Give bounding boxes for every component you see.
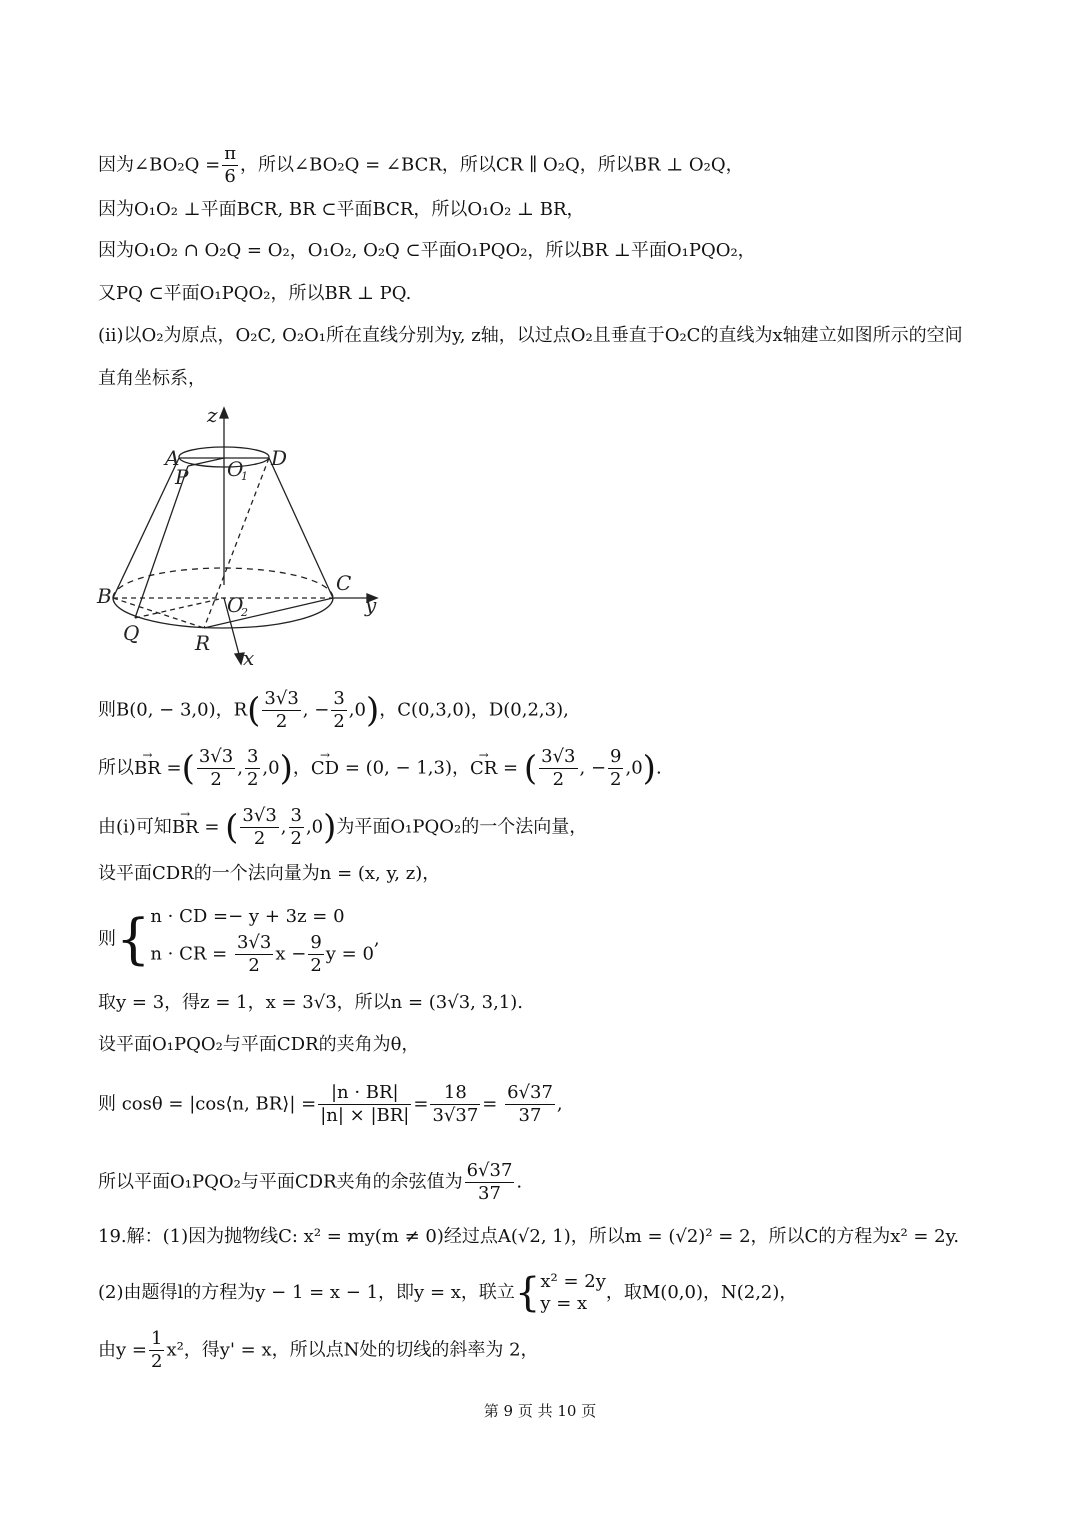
frac <box>245 746 260 791</box>
label-O2-sub: 2 <box>241 606 248 619</box>
l1b: ，所以∠BO₂Q = ∠BCR，所以CR ∥ O₂Q，所以BR ⊥ O₂Q， <box>240 154 744 176</box>
den: 2 <box>246 769 259 790</box>
row1: n · CD =− y + 3z = 0 <box>150 906 345 927</box>
num: 3√3 <box>198 746 234 767</box>
segment-PO1 <box>188 458 224 466</box>
text-line-1 <box>98 143 744 188</box>
l17a: (2)由题得l的方程为y − 1 = x − 1，即y = x，联立 <box>98 1282 515 1303</box>
frac-pi-6 <box>222 143 238 188</box>
frac <box>289 805 304 850</box>
segment-RC <box>204 598 333 628</box>
label-z: z <box>207 403 218 427</box>
eq: = <box>413 1093 429 1115</box>
den: 2 <box>290 828 302 849</box>
text-line-5: (ii)以O₂为原点，O₂C, O₂O₁所在直线分别为y, z轴，以过点O₂且垂直于O₂C的直线为x轴建立如图所示的空间 <box>98 325 963 346</box>
frac <box>331 688 346 733</box>
l9b: 为平面O₁PQO₂的一个法向量， <box>336 816 588 838</box>
label-O1: O <box>227 457 244 481</box>
text-line-7 <box>98 688 569 733</box>
label-O1-sub: 1 <box>241 470 248 483</box>
side-DC <box>269 458 333 598</box>
text-line-6: 直角坐标系， <box>98 368 206 389</box>
num: 1 <box>150 1328 163 1349</box>
l17b: ，取M(0,0)，N(2,2)， <box>605 1282 798 1303</box>
end: ,0 <box>305 816 324 838</box>
den: 37 <box>465 1182 515 1205</box>
text-line-3: 因为O₁O₂ ∩ O₂Q = O₂，O₁O₂, O₂Q ⊂平面O₁PQO₂，所以BR ⊥平面O₁PQO₂， <box>98 240 756 261</box>
num: |n · BR| <box>330 1082 399 1103</box>
vector-BR: → BR <box>172 815 199 841</box>
label-A: A <box>165 446 180 470</box>
text-line-14 <box>98 1082 563 1127</box>
den: 37 <box>505 1104 555 1127</box>
text-line-9: 由(i)可知→ BR = ( $\frac{3√3}{2}$ , $\frac{3}{2}$ ,0)为平面O₁PQO₂的一个法向量， <box>98 805 587 850</box>
lparen: ( <box>225 807 239 848</box>
den: 2 <box>150 1351 163 1372</box>
frac <box>505 1082 555 1127</box>
text-line-10: 设平面CDR的一个法向量为n = (x, y, z)， <box>98 863 441 884</box>
cd-val: = (0, − 1,3)， <box>339 757 470 779</box>
end: ,0 <box>348 699 366 721</box>
frac <box>149 1328 164 1373</box>
frac <box>465 1160 515 1205</box>
dashed-QO2 <box>135 598 224 618</box>
den: 2 <box>539 768 577 791</box>
frac <box>308 932 323 977</box>
row2: y = x <box>540 1293 588 1314</box>
ze: 则 <box>98 928 116 950</box>
den: 3√37 <box>432 1105 479 1126</box>
num: 6√37 <box>507 1082 553 1103</box>
rparen: ) <box>642 748 656 789</box>
text-line-15 <box>98 1160 522 1205</box>
l18b: x²，得y' = x，所以点N处的切线的斜率为 2， <box>166 1339 539 1361</box>
den: 2 <box>610 769 622 790</box>
text-line-4: 又PQ ⊂平面O₁PQO₂，所以BR ⊥ PQ. <box>98 283 412 304</box>
num: 9 <box>310 932 322 953</box>
eq: = <box>160 757 182 779</box>
end: . <box>516 1171 523 1193</box>
lbrace: { <box>116 907 151 971</box>
vector-CR: → CR <box>470 756 497 782</box>
frac <box>318 1082 411 1127</box>
rparen: ) <box>279 748 293 789</box>
frac <box>430 1082 480 1127</box>
tail: , <box>373 928 380 950</box>
den: 2 <box>240 827 278 850</box>
den: |n| × |BR| <box>320 1105 410 1126</box>
r2a: n · CR = <box>150 943 233 965</box>
label-x: x <box>243 646 255 670</box>
frac <box>197 746 235 791</box>
text-line-2: 因为O₁O₂ ⊥平面BCR, BR ⊂平面BCR，所以O₁O₂ ⊥ BR， <box>98 199 585 220</box>
rparen: ) <box>323 807 337 848</box>
frac <box>240 805 278 850</box>
rparen: ) <box>365 690 380 731</box>
text-line-11 <box>98 902 380 977</box>
den: 2 <box>235 954 273 977</box>
num: 3 <box>333 688 345 709</box>
lparen: ( <box>181 748 195 789</box>
den: 2 <box>310 955 322 976</box>
z-arrowhead <box>220 408 228 418</box>
frac <box>235 932 273 977</box>
l7a: 则B(0, − 3,0)，R <box>98 699 248 721</box>
den: 2 <box>197 768 235 791</box>
vector-CD: → CD <box>311 756 339 782</box>
row1: x² = 2y <box>540 1271 606 1292</box>
equation-system <box>540 1271 606 1315</box>
label-C: C <box>336 571 352 595</box>
num: 3√3 <box>264 688 299 709</box>
num: 18 <box>443 1082 467 1103</box>
l8a: 所以 <box>98 757 134 779</box>
lbrace: { <box>514 1270 541 1316</box>
l15a: 所以平面O₁PQO₂与平面CDR夹角的余弦值为 <box>98 1171 463 1193</box>
r2b: x − <box>275 943 307 965</box>
l18a: 由y = <box>98 1339 147 1361</box>
equation-system <box>150 902 374 977</box>
frac-num: π <box>224 143 237 164</box>
l1a: 因为∠BO₂Q = <box>98 154 221 176</box>
l14a: 则 cosθ = |cos⟨n, BR⟩| = <box>98 1093 317 1115</box>
label-y: y <box>365 593 377 617</box>
den: 2 <box>333 711 345 732</box>
eq: = <box>497 757 524 779</box>
end: , <box>556 1093 563 1115</box>
label-D: D <box>271 446 288 470</box>
num: 6√37 <box>466 1160 513 1181</box>
frac <box>608 746 623 791</box>
l7b: ，C(0,3,0)，D(0,2,3), <box>379 699 569 721</box>
text-line-13: 设平面O₁PQO₂与平面CDR的夹角为θ， <box>98 1034 420 1055</box>
end: ,0 <box>625 757 643 779</box>
num: 3 <box>290 805 302 826</box>
num: 3√3 <box>242 805 277 826</box>
num: 3√3 <box>236 932 272 953</box>
row2 <box>150 932 374 977</box>
lparen: ( <box>247 690 261 731</box>
label-P: P <box>175 465 189 489</box>
page-footer: 第 9 页 共 10 页 <box>483 1402 597 1420</box>
frac <box>262 688 300 733</box>
r2c: y = 0 <box>325 943 374 965</box>
num: 3√3 <box>541 746 576 767</box>
label-B: B <box>97 584 112 608</box>
frac-den: 6 <box>222 165 238 188</box>
frac <box>539 746 577 791</box>
text-line-12: 取y = 3，得z = 1，x = 3√3，所以n = (3√3, 3,1). <box>98 992 523 1013</box>
lparen: ( <box>523 748 538 789</box>
num: 3 <box>246 746 259 767</box>
den: 2 <box>262 710 300 733</box>
text-line-18 <box>98 1328 539 1373</box>
bottom-ellipse-back <box>113 568 333 598</box>
text-line-8: 所以→ BR =( $\frac{3√3}{2}$ , $\frac{3}{2}$ ,0)，→ CD = (0, − 1,3)，→ CR = ( $\frac{3√3}{2}$ , − $\frac{9}{2}$ ,0). <box>98 746 662 791</box>
label-Q: Q <box>123 621 140 645</box>
text-line-17 <box>98 1271 797 1315</box>
label-O2: O <box>227 593 244 617</box>
num: 9 <box>610 746 622 767</box>
vector-BR: → BR <box>134 756 161 782</box>
text-line-16: 19.解：(1)因为抛物线C: x² = my(m ≠ 0)经过点A(√2, 1)，所以m = (√2)² = 2，所以C的方程为x² = 2y. <box>98 1226 960 1247</box>
side-AB <box>113 458 179 598</box>
sep: , − <box>302 699 330 721</box>
l9a: 由(i)可知 <box>98 816 172 838</box>
end: ,0 <box>262 757 280 779</box>
label-R: R <box>195 631 211 655</box>
eq: = <box>482 1093 504 1115</box>
cone-frustum-figure <box>95 400 395 670</box>
